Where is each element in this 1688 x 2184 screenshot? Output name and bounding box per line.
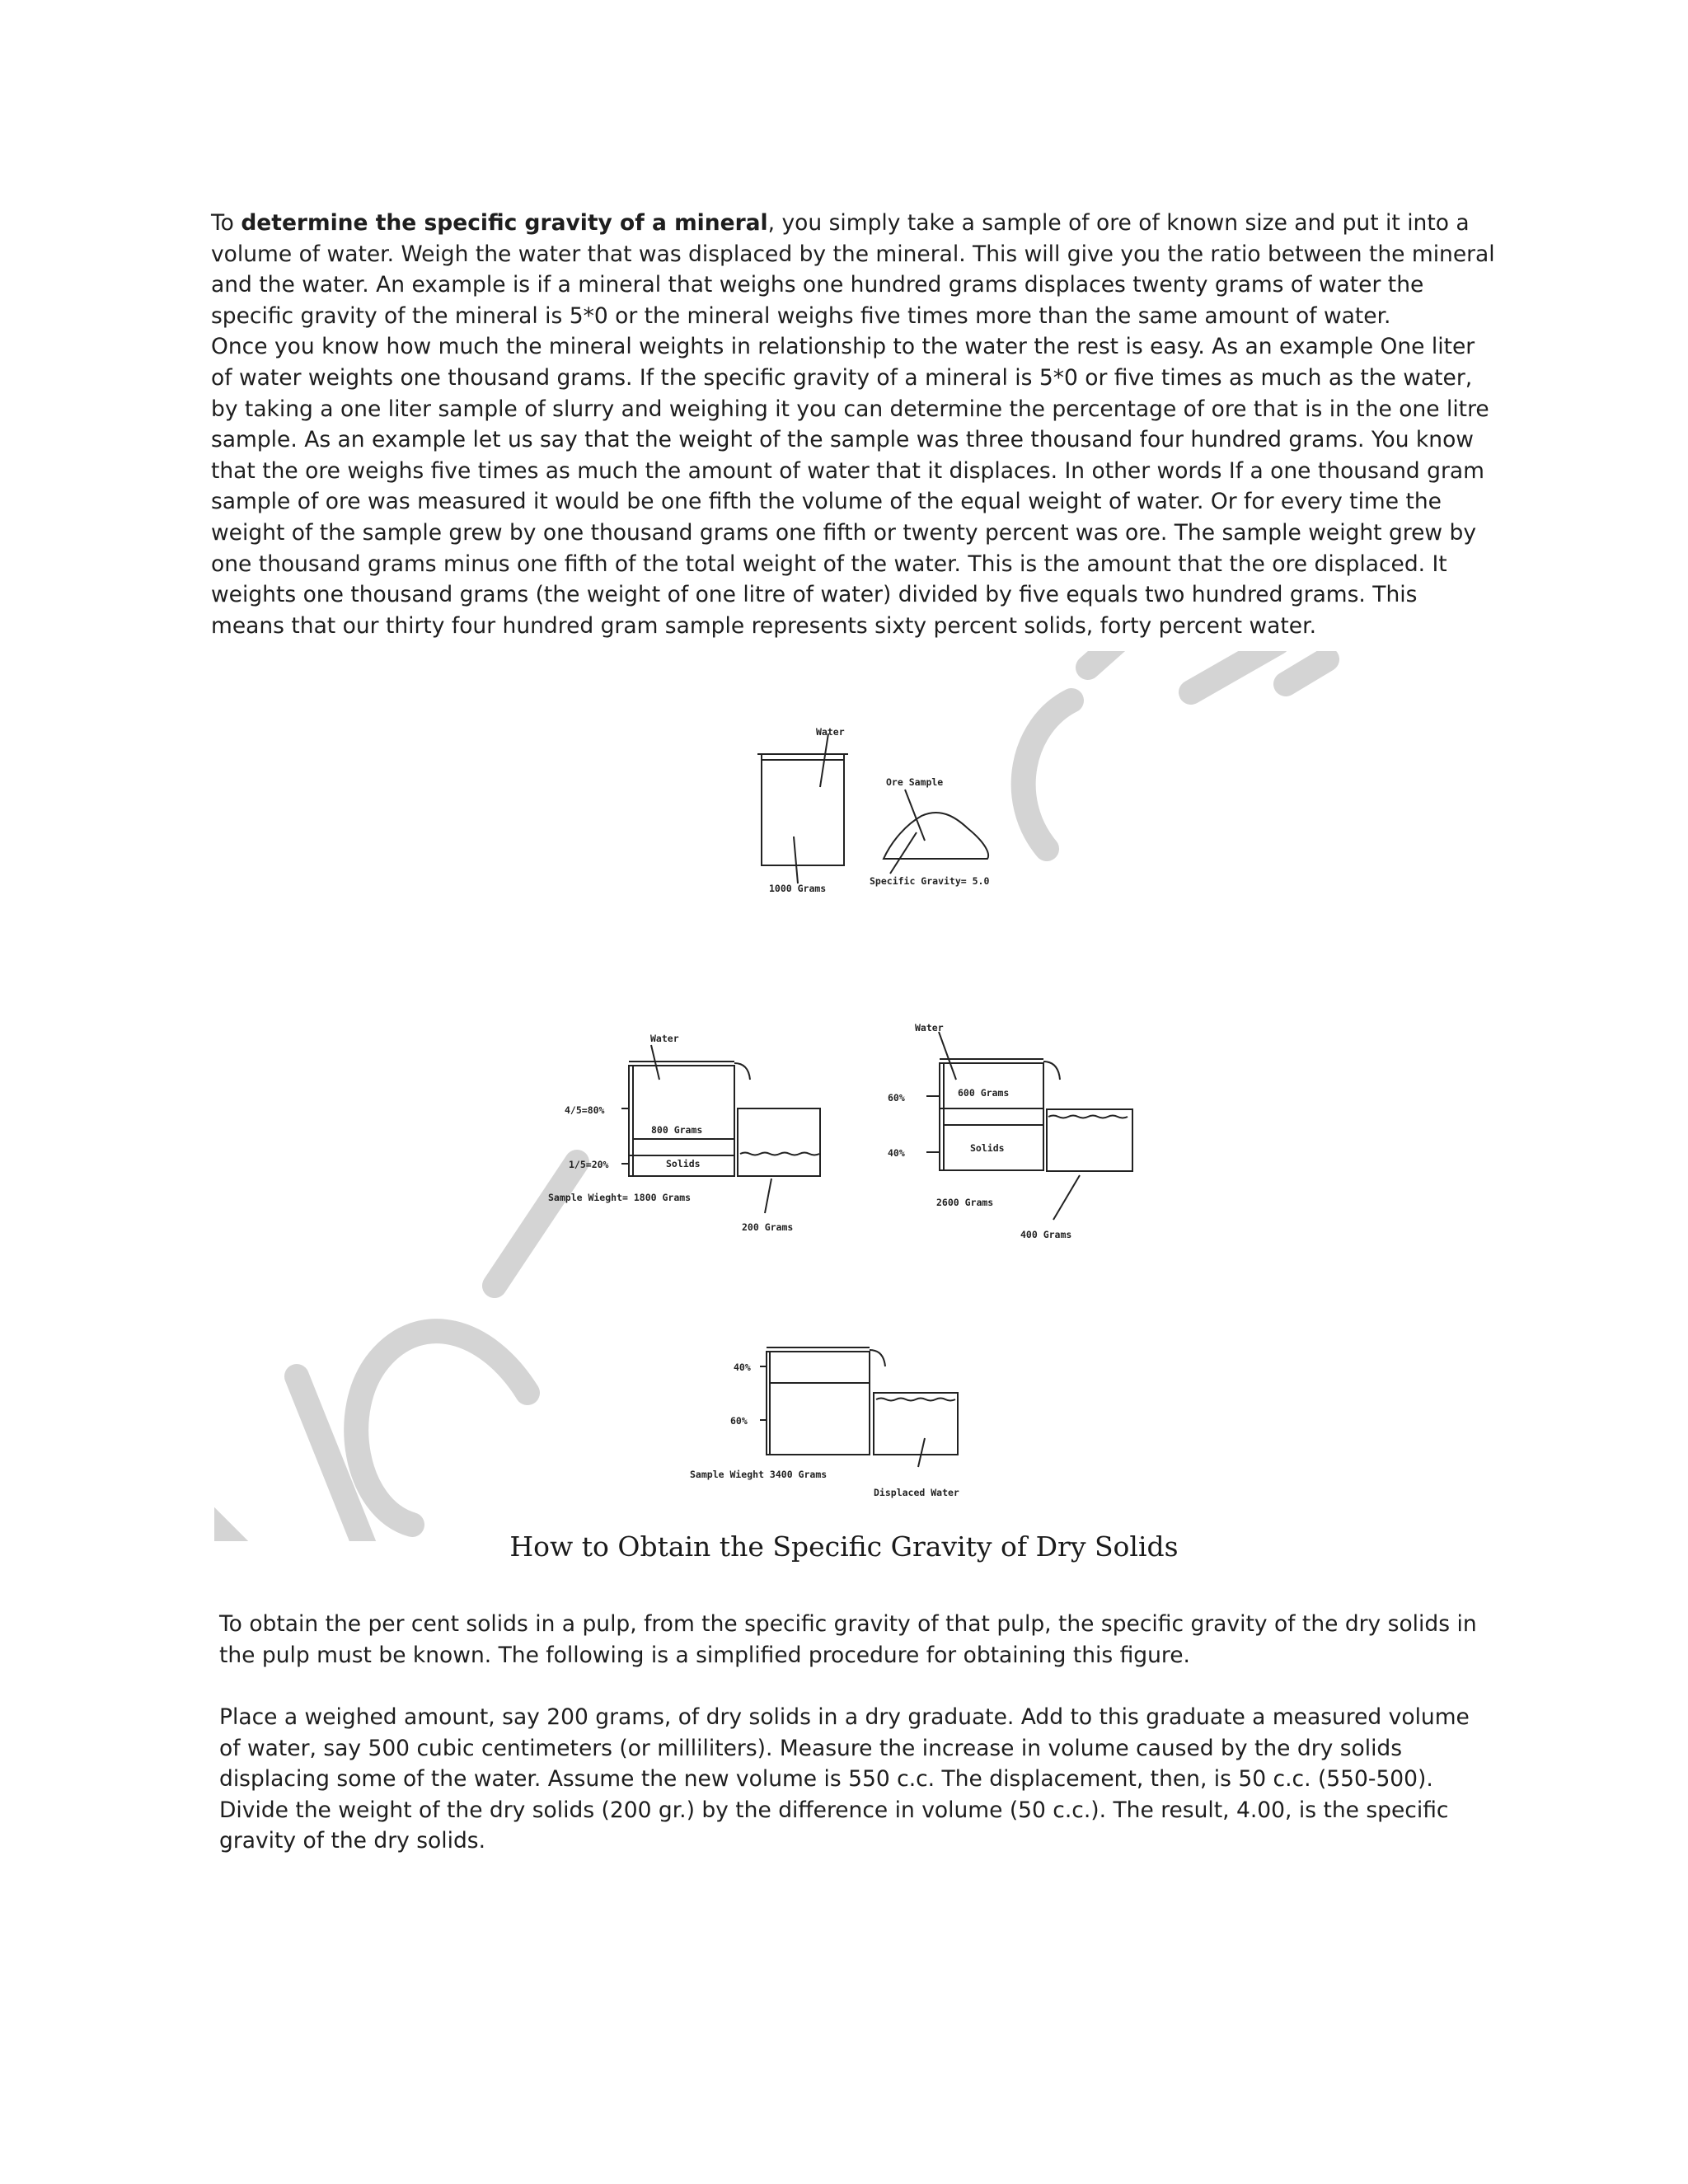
fig4-displaced-label: Displaced Water <box>874 1487 959 1498</box>
pulp-paragraph: To obtain the per cent solids in a pulp, from the specific gravity of that pulp, the specific gravity of the dry solids in the pulp must be known. The following is a simplified procedure for obtaining this figure. <box>219 1611 1477 1668</box>
fig4-container <box>767 1352 870 1455</box>
fig2-pct-solids-label: 1/5=20% <box>569 1159 609 1170</box>
fig1-container <box>762 754 844 865</box>
fig1-water-label: Water <box>816 726 845 738</box>
procedure-paragraph: Place a weighed amount, say 200 grams, of dry solids in a dry graduate. Add to this graduate a measured volume of water, say 500 cubic centimeters (or milliliters). Measure the increase in volume caused by the dry solids displacing some of the water. Assume the new volume is 550 c.c. The displacement, then, is 50 c.c. (550-500). Divide the weight of the dry solids (200 gr.) by the difference in volume (50 c.c.). The result, 4.00, is the specific gravity of the dry solids. <box>219 1704 1470 1854</box>
fig2-pct-water-label: 4/5=80% <box>565 1104 605 1116</box>
intro-lead: To <box>211 210 241 236</box>
ore-sample-shape <box>884 813 988 859</box>
fig2-solids-label: Solids <box>666 1158 701 1169</box>
section-heading: How to Obtain the Specific Gravity of Dry Solids <box>509 1530 1179 1563</box>
fig1-specific-gravity-label: Specific Gravity= 5.0 <box>870 875 990 887</box>
fig3-water-label: Water <box>915 1022 944 1033</box>
intro-text <box>211 208 1497 641</box>
fig2-overflow <box>738 1108 820 1176</box>
fig1-ore-sample-label: Ore Sample <box>886 776 944 788</box>
fig4-overflow <box>874 1393 958 1455</box>
intro-bold-phrase: determine the specific gravity of a mineral <box>241 210 768 236</box>
fig3-grams-label: 600 Grams <box>958 1087 1010 1099</box>
fig4-pct-top-label: 40% <box>734 1361 751 1373</box>
intro-sentence: , you simply take a sample of ore of known size and put it into a volume of water. Weigh the water that was displaced by the mineral. This will give you the ratio between the mineral and the water. An example is if a mineral that weighs one hundred grams displaces twenty grams of water the specific gravity of the mineral is 5*0 or the mineral weighs five times more than the same amount of water. <box>211 210 1495 329</box>
specific-gravity-figure <box>214 651 1451 1541</box>
fig3-displaced-label: 400 Grams <box>1020 1229 1072 1240</box>
fig4-sample-weight-label: Sample Wieght 3400 Grams <box>690 1469 828 1480</box>
fig3-pct-water-label: 60% <box>888 1092 905 1104</box>
intro-paragraph-2: Once you know how much the mineral weights in relationship to the water the rest is easy. As an example One liter of water weights one thousand grams. If the specific gravity of a mineral is 5*0 or five times as much as the water, by taking a one liter sample of slurry and weighing it you can determine the percentage of ore that is in the one litre sample. As an example let us say that the weight of the sample was three thousand four hundred grams. You know that the ore weighs five times as much the amount of water that it displaces. In other words If a one thousand gram sample of ore was measured it would be one fifth the volume of the equal weight of water. Or for every time the weight of the sample grew by one thousand grams one fifth or twenty percent was ore. The sample weight grew by one thousand grams minus one fifth of the total weight of the water. This is the amount that the ore displaced. It weights one thousand grams (the weight of one litre of water) divided by five equals two hundred grams. This means that our thirty four hundred gram sample represents sixty percent solids, forty percent water. <box>211 334 1489 639</box>
fig2-water-label: Water <box>650 1033 679 1044</box>
fig3-overflow <box>1047 1109 1132 1171</box>
fig3-solids-label: Solids <box>970 1142 1005 1154</box>
fig3-pct-solids-label: 40% <box>888 1147 905 1159</box>
fig4-pct-bottom-label: 60% <box>730 1415 748 1427</box>
fig2-displaced-label: 200 Grams <box>742 1221 794 1233</box>
fig2-grams-label: 800 Grams <box>651 1124 703 1136</box>
fig2-sample-weight-label: Sample Wieght= 1800 Grams <box>548 1192 692 1203</box>
fig3-sample-weight-label: 2600 Grams <box>936 1197 994 1208</box>
fig1-grams-label: 1000 Grams <box>769 883 827 894</box>
